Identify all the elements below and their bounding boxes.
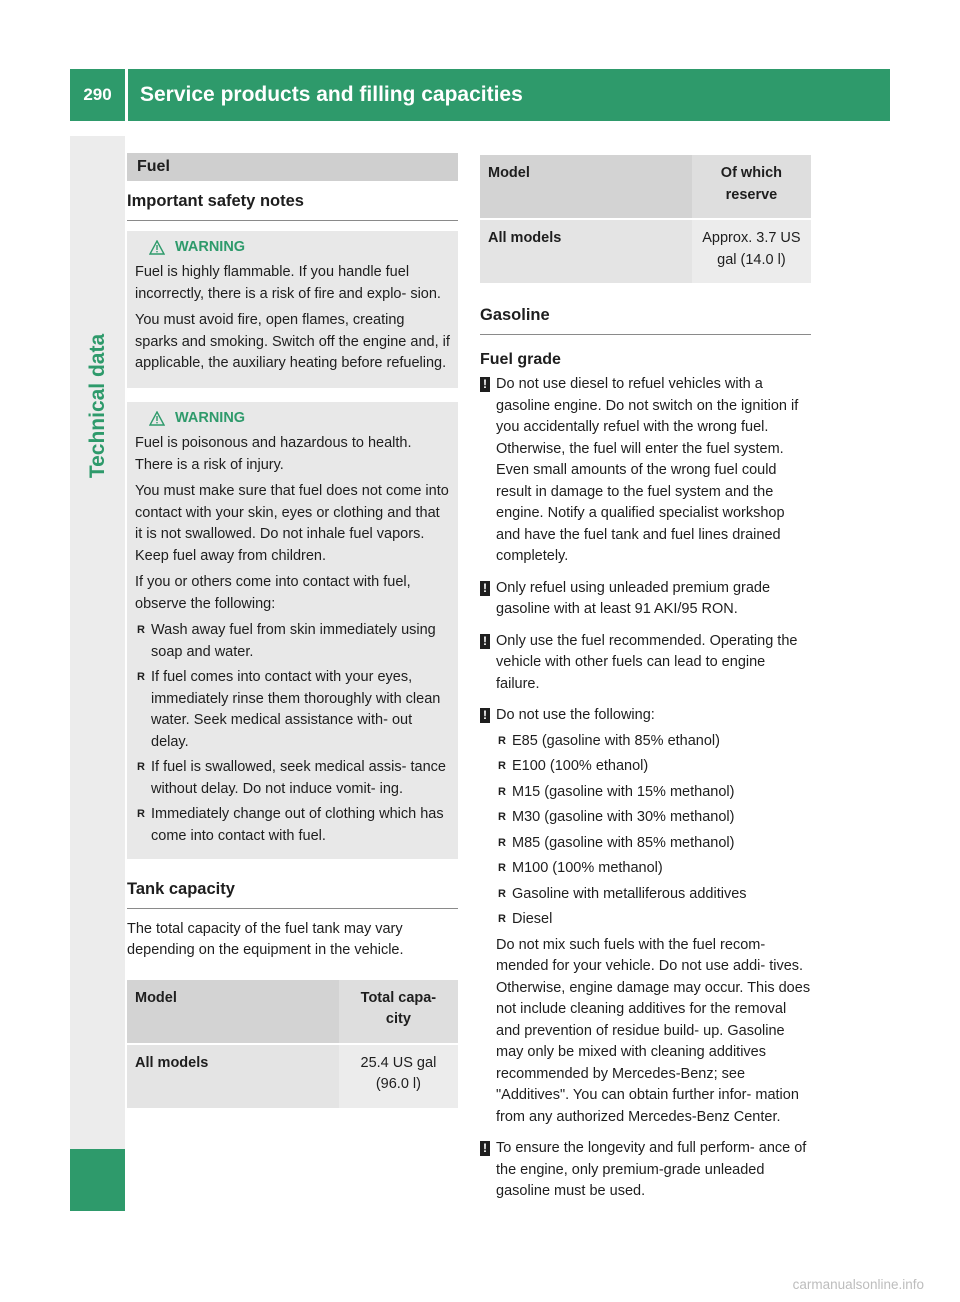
- side-tab-marker: [70, 1149, 125, 1211]
- list-item: R E100 (100% ethanol): [496, 756, 811, 778]
- reserve-table: [480, 153, 811, 283]
- table-cell-model: All models: [480, 219, 692, 283]
- note-item: [480, 578, 811, 621]
- heading-fuel-grade: Fuel grade: [480, 350, 561, 368]
- table-header-total-capacity: Total capa- city: [339, 979, 458, 1044]
- list-item: R M15 (gasoline with 15% methanol): [496, 782, 811, 804]
- note-text: Only use the fuel recommended. Operating the vehicle with other fuels can lead to engine failure.: [496, 632, 798, 692]
- note-item: [480, 705, 811, 1128]
- note-item: [480, 1138, 811, 1203]
- warning-box-poison: [127, 402, 458, 860]
- warning-text: You must make sure that fuel does not come into contact with your skin, eyes or clothing and that it is not swallowed. Do not inhale fuel vapors. Keep fuel away from children.: [135, 483, 449, 564]
- list-item: R E85 (gasoline with 85% ethanol): [496, 731, 811, 753]
- table-header-model: Model: [127, 979, 339, 1044]
- note-item: [480, 631, 811, 696]
- list-item: R Diesel: [496, 909, 811, 931]
- side-tab: [70, 136, 125, 1211]
- exclamation-icon: !: [480, 708, 490, 723]
- watermark: carmanualsonline.info: [792, 1277, 924, 1292]
- list-item: R If fuel comes into contact with your eyes, immediately rinse them thoroughly with clean water. Seek medical assistance with- out delay.: [135, 667, 450, 753]
- heading-tank-capacity: Tank capacity: [127, 879, 458, 909]
- table-header-model: Model: [480, 154, 692, 219]
- note-text: To ensure the longevity and full perform- ance of the engine, only premium-grade unleaded gasoline must be used.: [496, 1140, 807, 1199]
- tank-capacity-text: The total capacity of the fuel tank may vary depending on the equipment in the vehicle.: [127, 920, 404, 958]
- list-item: R M30 (gasoline with 30% methanol): [496, 807, 811, 829]
- warning-box-fire: [127, 231, 458, 388]
- exclamation-icon: !: [480, 634, 490, 649]
- tank-capacity-table: [127, 978, 458, 1108]
- list-item: R If fuel is swallowed, seek medical assis- tance without delay. Do not induce vomit- ing.: [135, 757, 450, 800]
- note-item: [480, 374, 811, 568]
- list-item: R M100 (100% methanol): [496, 858, 811, 880]
- list-item: R Wash away fuel from skin immediately using soap and water.: [135, 620, 450, 663]
- warning-label: WARNING: [175, 238, 246, 255]
- warning-text: Fuel is poisonous and hazardous to health. There is a risk of injury.: [135, 435, 412, 473]
- table-row: [480, 219, 811, 283]
- warning-label: WARNING: [175, 409, 246, 426]
- table-header-row: [480, 154, 811, 219]
- note-text: Do not mix such fuels with the fuel recom- mended for your vehicle. Do not use addi- tives. Otherwise, engine damage may occur. This does not include cleaning additives for the removal and prevention of residue build- up. Gasoline may only be mixed with cleaning additives recommended by Mercedes-Benz; see "Additives". You can obtain further infor- mation from any authorized Mercedes-Benz Center.: [496, 936, 811, 1125]
- section-bar-fuel: Fuel: [127, 153, 458, 181]
- warning-text: If you or others come into contact with fuel, observe the following:: [135, 574, 411, 612]
- list-item: R Immediately change out of clothing which has come into contact with fuel.: [135, 804, 450, 847]
- warning-triangle-icon: [149, 411, 165, 426]
- heading-safety-notes: Important safety notes: [127, 191, 458, 221]
- page-title: Service products and filling capacities: [140, 83, 523, 106]
- table-header-reserve: Of which reserve: [692, 154, 811, 219]
- table-header-row: [127, 979, 458, 1044]
- table-cell-capacity: 25.4 US gal (96.0 l): [339, 1044, 458, 1108]
- warning-triangle-icon: [149, 240, 165, 255]
- warning-title: [135, 237, 450, 259]
- exclamation-icon: !: [480, 377, 490, 392]
- page-title-bar: [128, 69, 890, 121]
- list-item: R Gasoline with metalliferous additives: [496, 884, 811, 906]
- fuel-exclusion-list: [496, 731, 811, 931]
- side-tab-label: Technical data: [85, 333, 109, 479]
- note-text: Do not use the following:: [496, 707, 655, 723]
- table-cell-model: All models: [127, 1044, 339, 1108]
- list-item: R M85 (gasoline with 85% methanol): [496, 833, 811, 855]
- left-column: [127, 153, 458, 1108]
- right-column: [480, 153, 811, 1213]
- note-text: Only refuel using unleaded premium grade gasoline with at least 91 AKI/95 RON.: [496, 579, 771, 617]
- warning-bullet-list: [135, 620, 450, 847]
- warning-title: [135, 408, 450, 430]
- table-row: [127, 1044, 458, 1108]
- exclamation-icon: !: [480, 581, 490, 596]
- heading-gasoline: Gasoline: [480, 305, 811, 335]
- page-number: 290: [70, 69, 125, 121]
- warning-text: You must avoid fire, open flames, creating sparks and smoking. Switch off the engine and, if applicable, the auxiliary heating before refueling.: [135, 312, 450, 371]
- warning-text: Fuel is highly flammable. If you handle fuel incorrectly, there is a risk of fire and explo- sion.: [135, 264, 441, 302]
- note-text: Do not use diesel to refuel vehicles with a gasoline engine. Do not switch on the ignition if you accidentally refuel with the wrong fuel. Otherwise, the fuel will enter the fuel system. Even small amounts of the wrong fuel could result in damage to the fuel system and the engine. Notify a qualified specialist workshop and have the fuel tank and fuel lines drained completely.: [496, 376, 799, 564]
- page-header: [70, 69, 890, 121]
- table-cell-reserve: Approx. 3.7 US gal (14.0 l): [692, 219, 811, 283]
- exclamation-icon: !: [480, 1141, 490, 1156]
